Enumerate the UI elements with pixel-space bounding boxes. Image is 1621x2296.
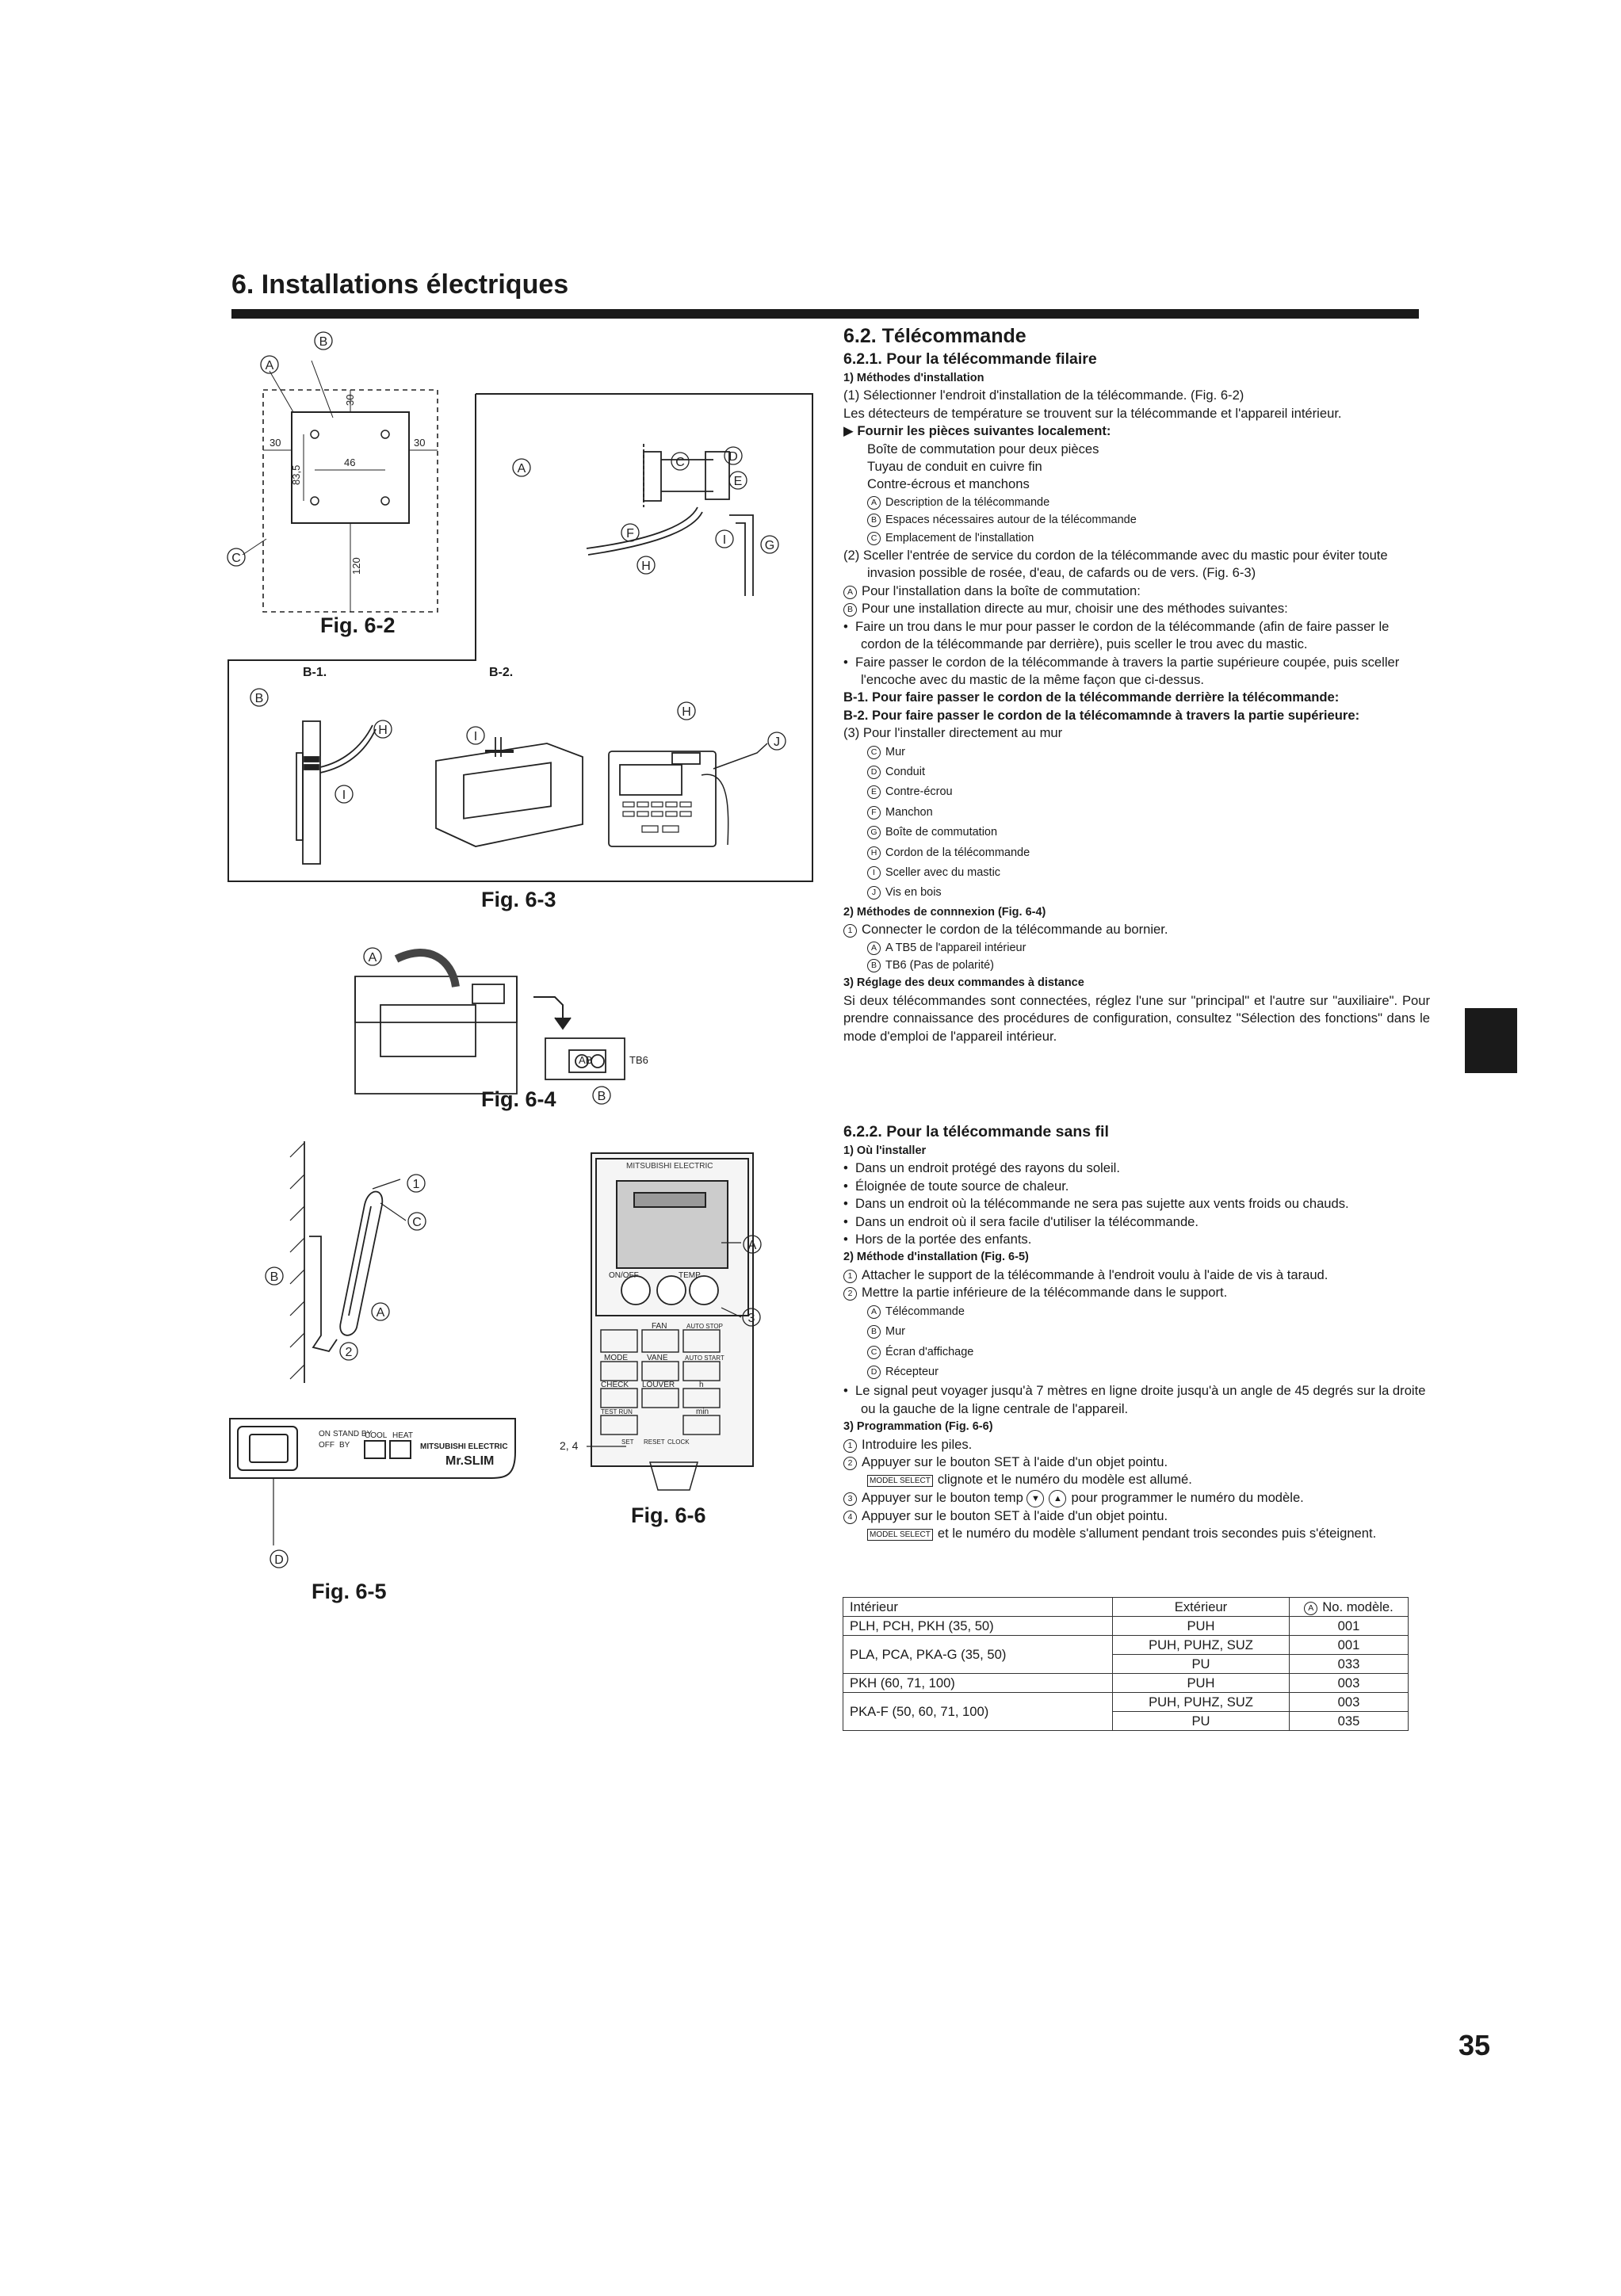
remote-check: CHECK: [601, 1381, 629, 1389]
section-title: 6. Installations électriques: [231, 269, 569, 300]
remote-reset: RESET: [644, 1438, 665, 1446]
m1-legend2-i: I Sceller avec du mastic: [843, 863, 1430, 883]
m1-legend2-c: C Mur: [843, 743, 1430, 762]
receiver-on: ON: [319, 1430, 331, 1438]
remote-fan: FAN: [652, 1322, 667, 1331]
w3-step-1: 1 Introduire les piles.: [843, 1436, 1430, 1454]
receiver-by: BY: [339, 1441, 350, 1450]
m1-legend-c: C Emplacement de l'installation: [843, 529, 1430, 547]
m1-part-3: Contre-écrous et manchons: [867, 476, 1030, 492]
m1-title: 1) Méthodes d'installation: [843, 372, 984, 384]
th-indoor: Intérieur: [843, 1598, 1113, 1617]
svg-text:E: E: [733, 475, 743, 488]
heading-6-2-1: 6.2.1. Pour la télécommande filaire: [843, 350, 1097, 368]
remote-onoff: ON/OFF: [609, 1271, 639, 1280]
temp-up-icon: ▲: [1049, 1490, 1066, 1507]
svg-text:J: J: [774, 735, 780, 749]
m1-p3: (2) Sceller l'entrée de service du cordon de la télécommande avec du mastic pour éviter toute invasion possible de rosée, d'eau, de cafards ou de vers. (Fig. 6-3): [843, 548, 1388, 581]
table-header-row: [843, 1598, 1409, 1617]
m1-legend2-g: G Boîte de commutation: [843, 823, 1430, 842]
dim-width: 46: [344, 457, 356, 468]
svg-text:H: H: [378, 724, 388, 737]
table-row: PU 033: [843, 1655, 1409, 1674]
svg-text:A: A: [265, 359, 274, 372]
fig-6-3-label: Fig. 6-3: [481, 888, 556, 911]
dim-right: 30: [414, 437, 426, 449]
svg-text:C: C: [231, 552, 241, 565]
dim-top: 30: [344, 394, 356, 406]
w1-title: 1) Où l'installer: [843, 1144, 927, 1158]
fig-6-4-label: Fig. 6-4: [481, 1087, 556, 1111]
w2-legend-a: A Télécommande: [843, 1302, 1430, 1322]
table-row: PKA-F (50, 60, 71, 100) PUH, PUHZ, SUZ 003: [843, 1693, 1409, 1712]
svg-text:B: B: [597, 1090, 606, 1103]
w3-step-4b: MODEL SELECT et le numéro du modèle s'allument pendant trois secondes puis s'éteignent.: [843, 1525, 1430, 1542]
svg-text:A: A: [747, 1239, 757, 1252]
receiver-product: Mr.SLIM: [445, 1454, 495, 1468]
svg-text:H: H: [641, 560, 651, 573]
svg-text:1: 1: [412, 1178, 420, 1191]
m1-legend2-f: F Manchon: [843, 803, 1430, 823]
remote-mode: MODE: [604, 1354, 628, 1362]
svg-text:D: D: [274, 1553, 284, 1567]
svg-text:I: I: [722, 533, 727, 547]
tb-ab-label: AB: [579, 1054, 593, 1066]
m1-part-2: Tuyau de conduit en cuivre fin: [867, 459, 1042, 475]
table-row: PLA, PCA, PKA-G (35, 50) PUH, PUHZ, SUZ 001: [843, 1636, 1409, 1655]
b1-text: B-1. Pour faire passer le cordon de la télécommande derrière la télécommande:: [843, 690, 1340, 705]
m3-p1: Si deux télécommandes sont connectées, réglez l'une sur "principal" et l'autre sur "auxiliaire". Pour prendre connaissance des procédures de configuration, consultez "Sélection des fonctions" dans le mode d'emploi de l'appareil intérieur.: [843, 992, 1430, 1044]
dim-left: 30: [270, 437, 281, 449]
svg-text:B: B: [319, 335, 328, 349]
heading-6-2-2: 6.2.2. Pour la télécommande sans fil: [843, 1123, 1109, 1141]
m2-p1: 1 Connecter le cordon de la télécommande au bornier.: [843, 921, 1430, 938]
svg-text:B: B: [254, 692, 264, 705]
m1-legend-b: B Espaces nécessaires autour de la télécommande: [843, 511, 1430, 529]
m1-parts-title: ▶ Fournir les pièces suivantes localement:: [843, 423, 1111, 439]
svg-text:3: 3: [747, 1312, 755, 1325]
fig-6-2-label: Fig. 6-2: [320, 613, 396, 637]
svg-text:A: A: [368, 951, 377, 965]
svg-text:C: C: [412, 1216, 422, 1229]
marker-B-6-2: [315, 332, 332, 350]
play-icon: ▶: [843, 423, 858, 439]
svg-text:H: H: [682, 705, 691, 719]
w1-bullet-2: • Éloignée de toute source de chaleur.: [843, 1178, 1069, 1194]
w3-step-4: 4 Appuyer sur le bouton SET à l'aide d'un objet pointu.: [843, 1507, 1430, 1525]
w1-bullet-4: • Dans un endroit où il sera facile d'utiliser la télécommande.: [843, 1213, 1199, 1229]
w3-step-2b: MODEL SELECT clignote et le numéro du modèle est allumé.: [843, 1471, 1430, 1488]
receiver-cool: COOL: [365, 1431, 388, 1440]
m3-title: 3) Réglage des deux commandes à distance: [843, 976, 1084, 990]
temp-down-icon: ▼: [1027, 1490, 1044, 1507]
marker-A-6-2: [261, 356, 278, 373]
marker-C-6-2: [227, 548, 245, 566]
svg-text:D: D: [728, 450, 738, 464]
model-select-icon: MODEL SELECT: [867, 1475, 933, 1487]
m1-part-1: Boîte de commutation pour deux pièces: [867, 441, 1099, 457]
remote-temp: TEMP: [679, 1271, 701, 1280]
w3-title: 3) Programmation (Fig. 6-6): [843, 1420, 993, 1434]
remote-min: min: [696, 1408, 709, 1416]
fig-6-3-b1-label: B-1.: [303, 666, 327, 679]
w3-step-2: 2 Appuyer sur le bouton SET à l'aide d'un objet pointu.: [843, 1454, 1430, 1471]
page-number: 35: [1458, 2029, 1490, 2061]
model-select-icon-2: MODEL SELECT: [867, 1529, 933, 1541]
w2-title: 2) Méthode d'installation (Fig. 6-5): [843, 1251, 1029, 1264]
fig-6-3-b2-label: B-2.: [489, 666, 514, 679]
receiver-heat: HEAT: [392, 1431, 413, 1440]
m1-bullet-2: • Faire passer le cordon de la télécommande à travers la partie supérieure coupée, puis sceller l'encoche avec du mastic de la même façon que ci-dessus.: [843, 654, 1400, 687]
svg-text:A: A: [376, 1306, 385, 1320]
m2-legend-a: A A TB5 de l'appareil intérieur: [843, 939, 1430, 957]
table-row: PLH, PCH, PKH (35, 50) PUH 001: [843, 1617, 1409, 1636]
m1-p4: (3) Pour l'installer directement au mur: [843, 725, 1063, 741]
table-row: PKH (60, 71, 100) PUH 003: [843, 1674, 1409, 1693]
m1-a: A Pour l'installation dans la boîte de commutation:: [843, 583, 1430, 600]
fig-6-5-label: Fig. 6-5: [312, 1580, 387, 1603]
svg-text:F: F: [626, 527, 634, 541]
svg-text:B: B: [270, 1270, 279, 1284]
w2-bullet: • Le signal peut voyager jusqu'à 7 mètres en ligne droite jusqu'à un angle de 45 degrés sur la droite ou la gauche de la ligne centrale de l'appareil.: [843, 1383, 1426, 1416]
m1-p2: Les détecteurs de température se trouvent sur la télécommande et l'appareil intérieur.: [843, 405, 1342, 421]
w3-step-3: 3 Appuyer sur le bouton temp ▼ ▲ pour programmer le numéro du modèle.: [843, 1489, 1430, 1507]
remote-vane: VANE: [647, 1354, 668, 1362]
th-outdoor: Extérieur: [1113, 1598, 1290, 1617]
m1-legend2-h: H Cordon de la télécommande: [843, 843, 1430, 863]
remote-autostop: AUTO STOP: [686, 1323, 723, 1330]
receiver-off: OFF: [319, 1441, 335, 1450]
m1-b: B Pour une installation directe au mur, choisir une des méthodes suivantes:: [843, 600, 1430, 617]
dim-height: 83,5: [290, 464, 302, 485]
remote-brand: MITSUBISHI ELECTRIC: [626, 1162, 713, 1171]
w1-bullet-3: • Dans un endroit où la télécommande ne sera pas sujette aux vents froids ou chauds.: [843, 1196, 1349, 1212]
w2-legend-c: C Écran d'affichage: [843, 1343, 1430, 1362]
svg-text:2: 2: [345, 1346, 353, 1359]
remote-set: SET: [621, 1438, 634, 1446]
svg-text:A: A: [517, 462, 526, 476]
m2-title: 2) Méthodes de connnexion (Fig. 6-4): [843, 905, 1046, 919]
heading-6-2: 6.2. Télécommande: [843, 325, 1027, 347]
model-table: [843, 1597, 1409, 1731]
svg-text:C: C: [675, 456, 685, 469]
m1-legend2-e: E Contre-écrou: [843, 782, 1430, 802]
w1-bullet-5: • Hors de la portée des enfants.: [843, 1232, 1032, 1247]
remote-louver: LOUVER: [642, 1381, 675, 1389]
m1-p1: (1) Sélectionner l'endroit d'installation de la télécommande. (Fig. 6-2): [843, 388, 1244, 403]
svg-text:I: I: [473, 730, 478, 743]
w2-legend-b: B Mur: [843, 1322, 1430, 1342]
tb6-label: TB6: [629, 1054, 648, 1066]
m1-legend2-d: D Conduit: [843, 762, 1430, 782]
remote-callout-24: 2, 4: [560, 1439, 579, 1452]
right-text-column: [843, 323, 1430, 1543]
w2-step-2: 2 Mettre la partie inférieure de la télécommande dans le support.: [843, 1284, 1430, 1301]
svg-text:I: I: [342, 789, 346, 802]
m1-legend-a: A Description de la télécommande: [843, 494, 1430, 511]
dim-bottom: 120: [350, 557, 362, 575]
receiver-stand: STAND BY: [333, 1430, 373, 1438]
fig-6-6-label: Fig. 6-6: [631, 1503, 706, 1527]
section-tab-marker: [1465, 1008, 1517, 1073]
w2-step-1: 1 Attacher le support de la télécommande à l'endroit voulu à l'aide de vis à taraud.: [843, 1266, 1430, 1284]
w1-bullet-1: • Dans un endroit protégé des rayons du soleil.: [843, 1160, 1120, 1176]
th-model: A No. modèle.: [1290, 1598, 1409, 1617]
remote-testrun: TEST RUN: [601, 1408, 633, 1415]
remote-autostart: AUTO START: [685, 1354, 724, 1362]
b2-text: B-2. Pour faire passer le cordon de la télécomamnde à travers la partie supérieure:: [843, 707, 1360, 723]
remote-h: h: [699, 1381, 704, 1389]
remote-clock: CLOCK: [667, 1438, 690, 1446]
m2-legend-b: B TB6 (Pas de polarité): [843, 957, 1430, 974]
m1-legend2-j: J Vis en bois: [843, 883, 1430, 903]
w2-legend-d: D Récepteur: [843, 1362, 1430, 1382]
receiver-brand: MITSUBISHI ELECTRIC: [420, 1442, 508, 1451]
svg-text:G: G: [764, 539, 775, 552]
figures-panel: [0, 0, 824, 1633]
table-row: PU 035: [843, 1712, 1409, 1731]
m1-bullet-1: • Faire un trou dans le mur pour passer le cordon de la télécommande (afin de faire passer le cordon de la télécommande par derrière), puis sceller le trou avec du mastic.: [843, 618, 1390, 652]
